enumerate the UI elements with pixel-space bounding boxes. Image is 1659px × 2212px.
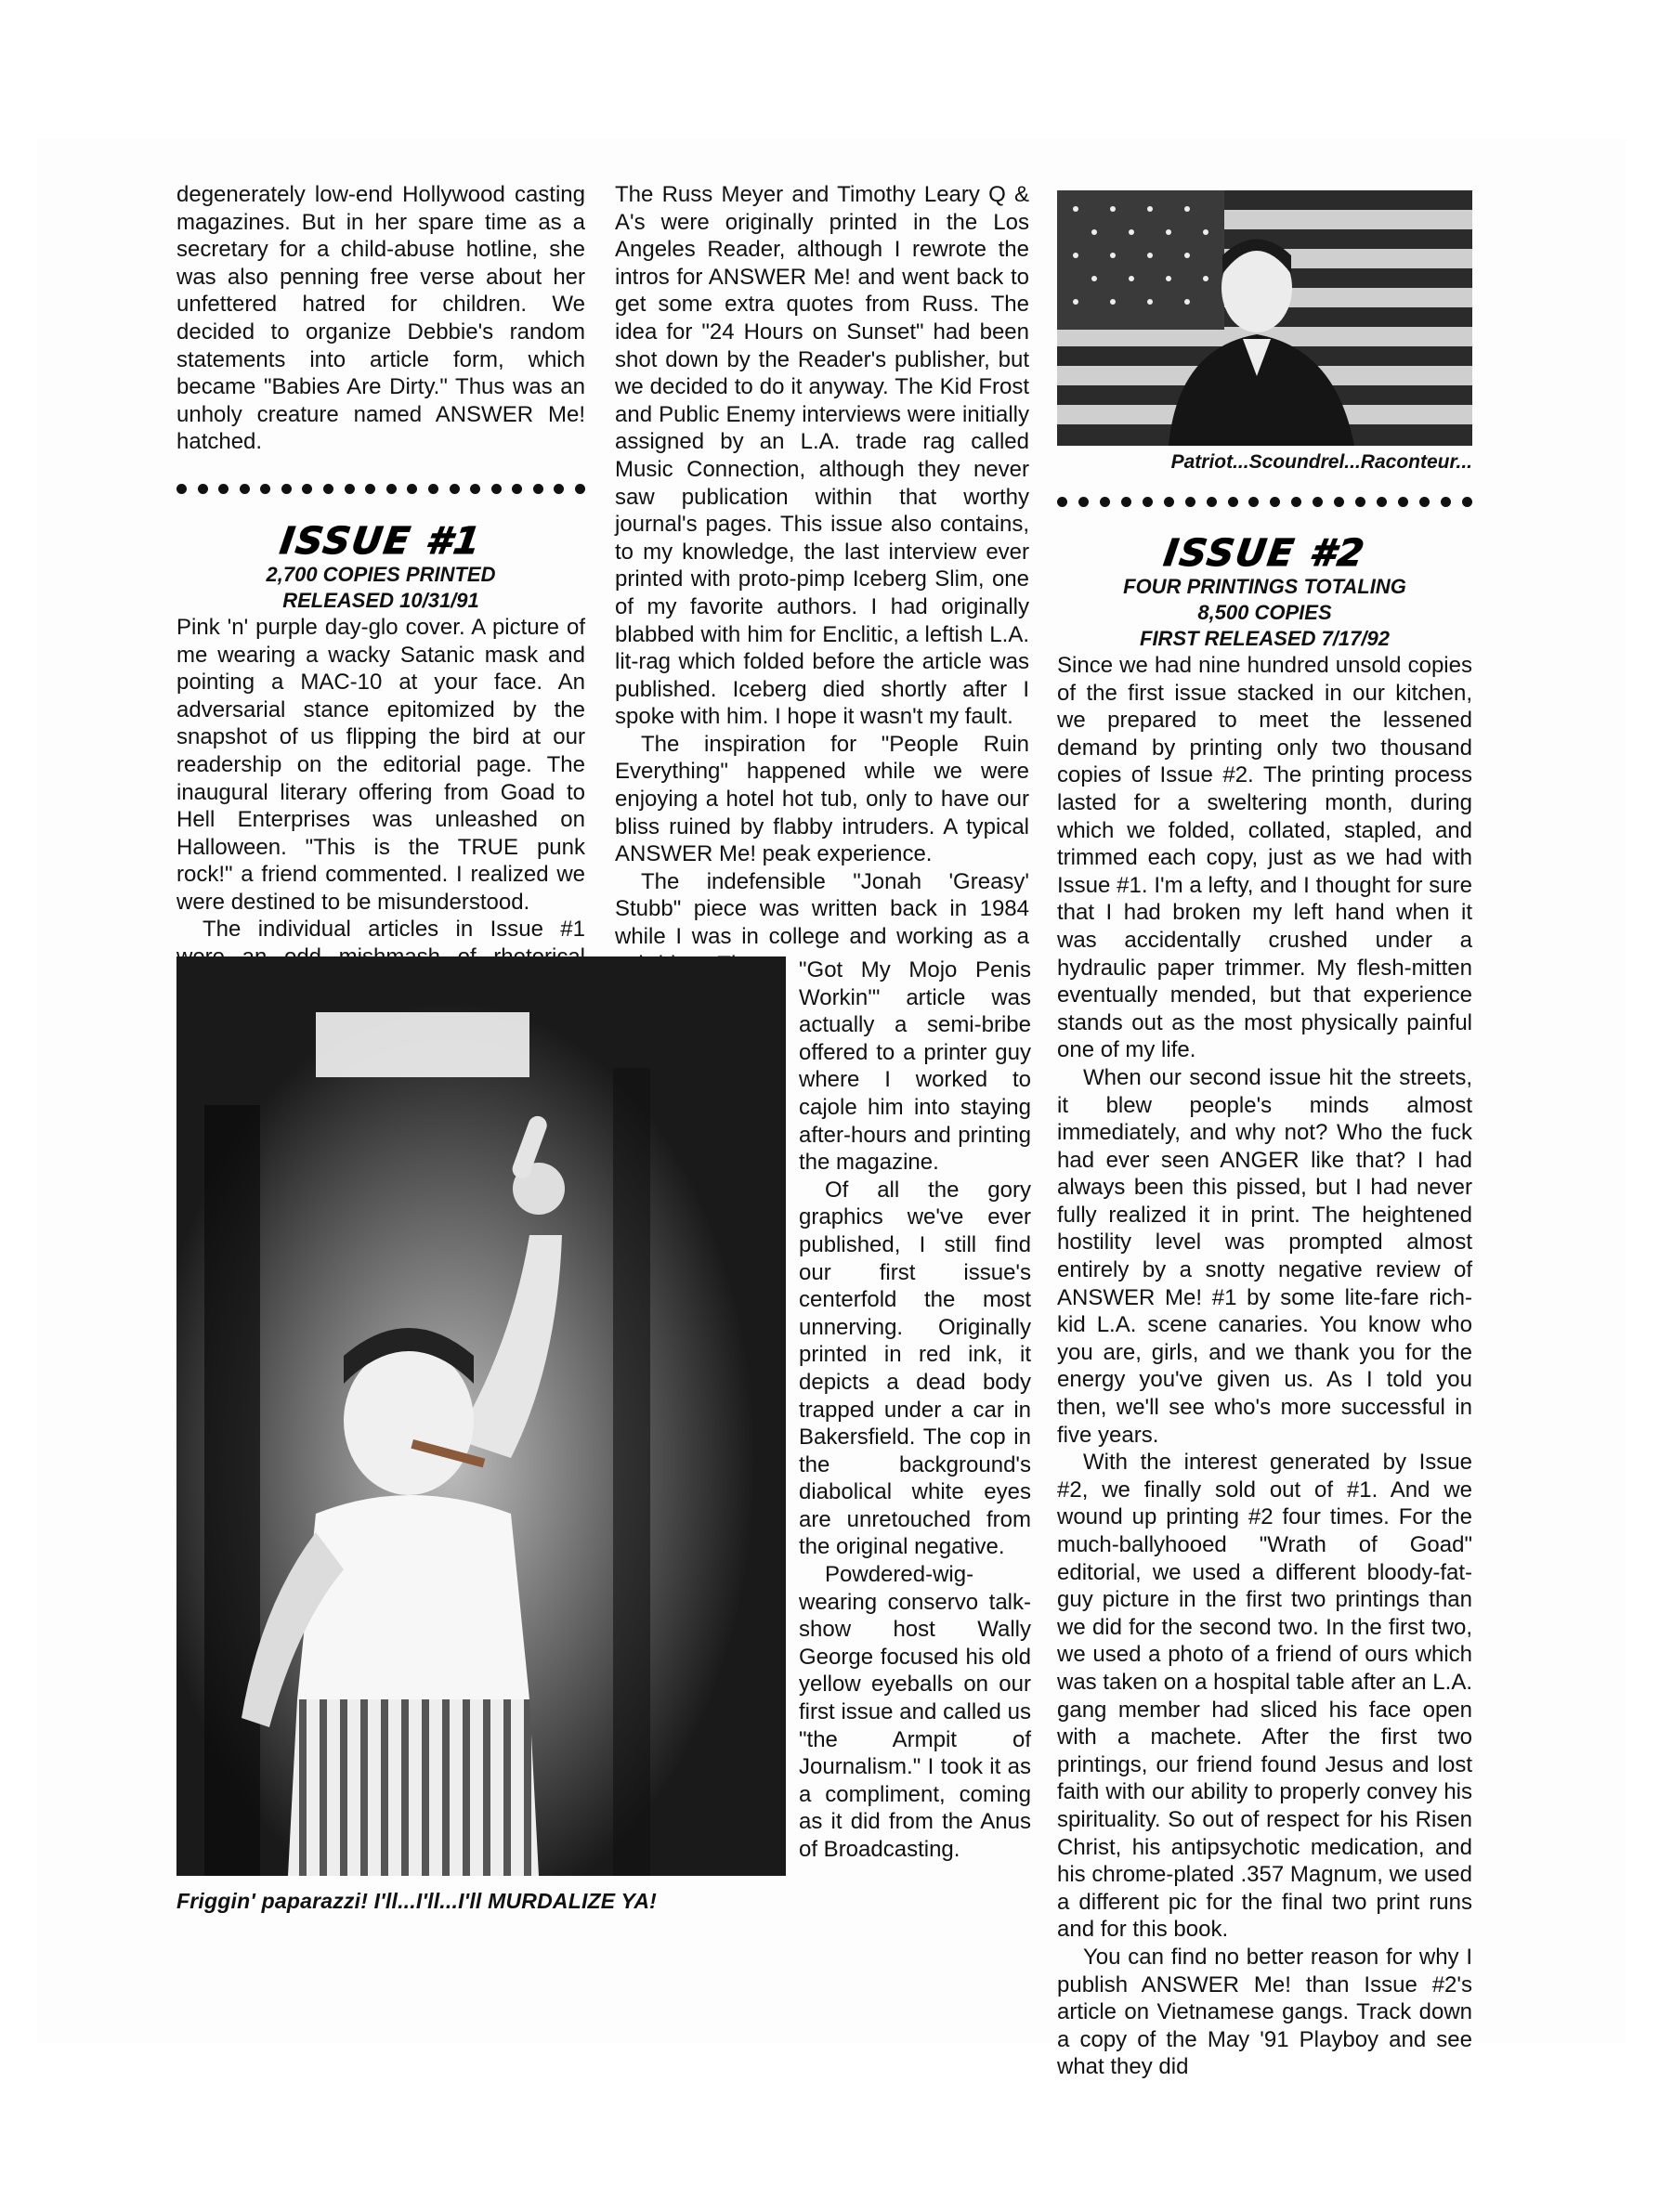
issue1-copies: 2,700 COPIES PRINTED (266, 562, 496, 586)
issue2-copies: 8,500 COPIES (1197, 601, 1332, 624)
col3-paragraph-3: With the interest generated by Issue #2, we finally sold out of #1. And we wound up printing #2 four times. For the much-ballyhooed "Wrath of Goad" editorial, we used a different bloody-fat-guy picture in the first two printings than we did for the second two. In the first two, we used a photo of a friend of ours which was taken on a hospital table after an L.A. gang member had sliced his face open with a machete. After the first two printings, our friend found Jesus and lost faith with our ability to properly convey his spirituality. So out of respect for his Risen Christ, his antipsychotic medication, and his chrome-plated .357 Magnum, we used a different pic for the final two print runs and for this book. (1057, 1450, 1472, 1943)
photo-illustration (176, 956, 786, 1876)
photo-flag-portrait (1057, 190, 1472, 446)
col3-paragraph-4: You can find no better reason for why I publish ANSWER Me! than Issue #2's article on Vietnamese gangs. Track down a copy of the May '91 Playboy and see what they did (1057, 1944, 1472, 2080)
col2-paragraph-3: The indefensible "Jonah 'Greasy' Stubb" piece was written back in 1984 while I was in college and working as a (615, 868, 1029, 950)
col3-paragraph-2: When our second issue hit the streets, it blew people's minds almost immediately, and why not? Who the fuck had ever seen ANGER like that? I had always been this pissed, but I had never fully realized it in print. The heightened hostility level was prompted almost entirely by a snotty negative review of ANSWER Me! #1 by some lite-fare rich-kid L.A. scene canaries. You know who you are, girls, and we thank you for the energy you've given us. As I told you then, we'll see who's more successful in five years. (1057, 1064, 1472, 1448)
dot-divider-2 (1057, 492, 1472, 511)
issue1-released: RELEASED 10/31/91 (282, 588, 479, 612)
photo2-caption: Patriot...Scoundrel...Raconteur... (1170, 451, 1472, 473)
issue1-title: ISSUE #1 (277, 519, 485, 563)
issue2-title: ISSUE #2 (1161, 532, 1368, 575)
flag-photo-illustration (1057, 190, 1472, 446)
column-1 (176, 181, 585, 1026)
col2-narrow-paragraph-3: Powdered-wig-wearing conservo talk-show host Wally George focused his old yellow eyeballs on our first issue and called us "the Armpit of Journalism." I took it as a compliment, coming as it did from the Anus of Broadcasting. (799, 1562, 1031, 1862)
photo-masked-man (176, 956, 786, 1876)
issue1-paragraph-1: Pink 'n' purple day-glo cover. A picture of me wearing a wacky Satanic mask and pointing a MAC-10 at your face. An adversarial stance epitomized by the snapshot of us flipping the bird at our readership on the editorial page. The inaugural literary offering from Goad to Hell Enterprises was unleashed on Halloween. "This is the TRUE punk rock!" a friend commented. I realized we were destined to be misunderstood. (176, 614, 585, 915)
col2-narrow-paragraph-2: Of all the gory graphics we've ever published, I still find our first issue's centerfold the most unnerving. Originally printed in red ink, it depicts a dead body trapped under a car in Bakersfield. The cop in the background's diabolical white eyes are unretouched from the original negative. (799, 1177, 1031, 1560)
dot-divider (176, 480, 585, 499)
column-2-narrow (799, 956, 1031, 1864)
issue2-released: FIRST RELEASED 7/17/92 (1140, 627, 1390, 650)
col2-paragraph-1: The Russ Meyer and Timothy Leary Q & A's were originally printed in the Los Angeles Reader, although I rewrote the intros for ANSWER Me! and went back to get some extra quotes from Russ. The idea for "24 Hours on Sunset" had been shot down by the Reader's publisher, but we decided to do it anyway. The Kid Frost and Public Enemy interviews were initially assigned by an L.A. trade rag called Music Connection, although they never saw publication within that worthy journal's pages. This issue also contains, to my knowledge, the last interview ever printed with proto-pimp Iceberg Slim, one of my favorite authors. I had originally blabbed with him for Enclitic, a leftish L.A. lit-rag which folded before the article was published. Iceberg died shortly after I spoke with him. I hope it wasn't my fault. (615, 182, 1029, 730)
issue1-paragraph-2: The individual articles in Issue #1 (202, 917, 585, 943)
column-3 (1057, 483, 1472, 2081)
col3-paragraph-1: Since we had nine hundred unsold copies of the first issue stacked in our kitchen, we prepared to meet the lessened demand by printing only two thousand copies of Issue #2. The printing process lasted for a sweltering month, during which we folded, collated, stapled, and trimmed each copy, just as we had with Issue #1. I'm a lefty, and I thought for sure that I had broken my left hand when it was accidentally crushed under a hydraulic paper trimmer. My flesh-mitten eventually mended, but that experience stands out as the most physically painful one of my life. (1057, 653, 1472, 1063)
photo1-caption: Friggin' paparazzi! I'll...I'll...I'll MURDALIZE YA! (176, 1889, 658, 1913)
col2-narrow-paragraph-1: "Got My Mojo Penis Workin'" article was actually a semi-bribe offered to a printer guy where I worked to cajole him into staying after-hours and printing the magazine. (799, 957, 1031, 1176)
col2-paragraph-2: The inspiration for "People Ruin Everything" happened while we were enjoying a hotel hot tub, only to have our bliss ruined by flabby intruders. A typical ANSWER Me! peak experience. (615, 731, 1029, 867)
column-2 (615, 181, 1029, 978)
intro-paragraph: degenerately low-end Hollywood casting magazines. But in her spare time as a secretary for a child-abuse hotline, she was also penning free verse about her unfettered hatred for children. We decided to organize Debbie's random statements into article form, which became "Babies Are Dirty." Thus was an unholy creature named ANSWER Me! hatched. (176, 182, 585, 455)
issue2-printings: FOUR PRINTINGS TOTALING (1123, 575, 1406, 598)
